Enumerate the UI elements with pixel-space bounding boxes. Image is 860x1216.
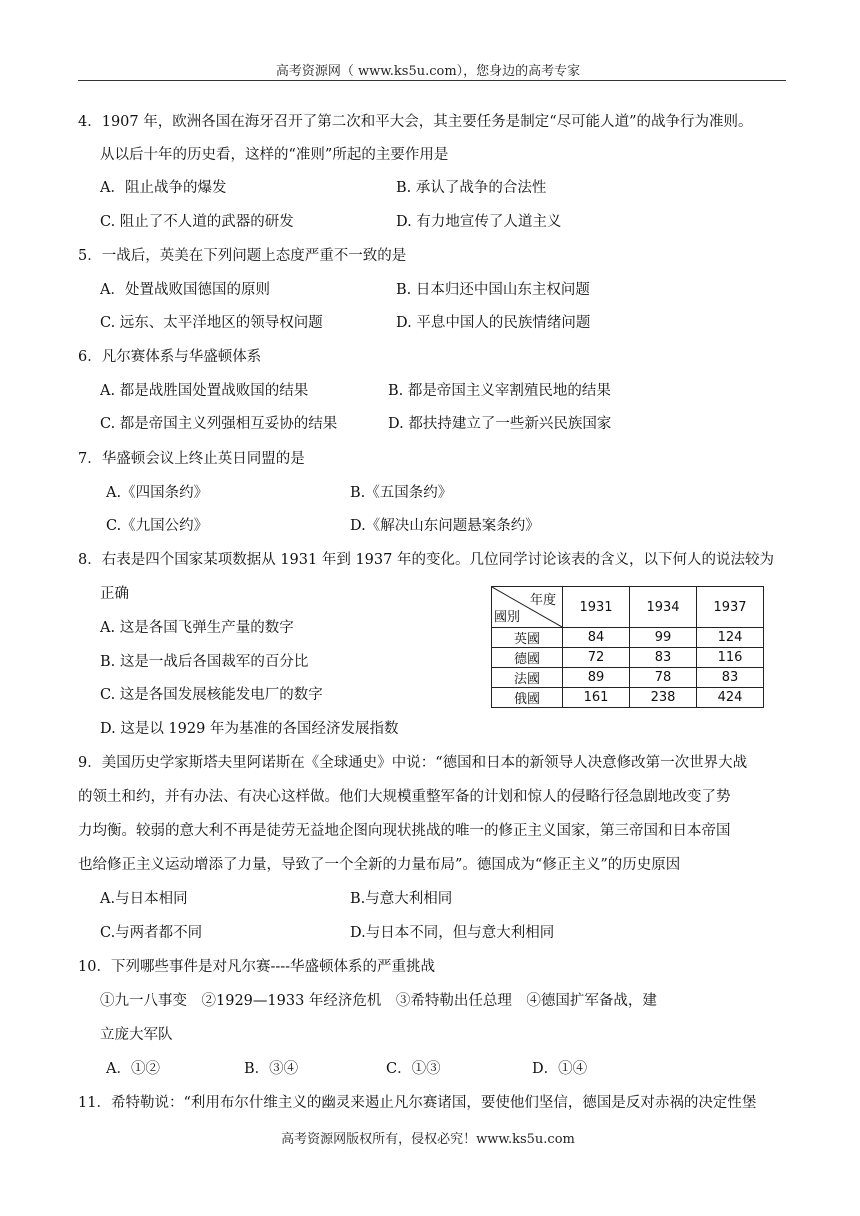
page-footer: 高考资源网版权所有，侵权必究！www.ks5u.com — [281, 1132, 575, 1147]
table-cell: 161 — [563, 688, 630, 708]
q7-option-c: C.《九国公约》 — [106, 518, 209, 534]
q8-option-a: A. 这是各国飞弹生产量的数字 — [100, 620, 294, 636]
q9-option-a: A.与日本相同 — [100, 891, 188, 907]
q8-data-table — [491, 586, 764, 708]
q8-option-c: C. 这是各国发展核能发电厂的数字 — [100, 687, 323, 703]
q4-stem-line2: 从以后十年的历史看，这样的“准则”所起的主要作用是 — [100, 147, 449, 163]
q10-items-line2: 立庞大军队 — [100, 1027, 173, 1043]
year-header-1931: 1931 — [563, 587, 630, 628]
table-cell: 116 — [697, 648, 764, 668]
table-row — [492, 668, 764, 688]
table-corner-header — [492, 587, 563, 628]
q10-option-d: D．①④ — [532, 1061, 588, 1077]
q9-stem-line2: 的领土和约，并有办法、有决心这样做。他们大规模重整军备的计划和惊人的侵略行径急剧地改变了势 — [78, 789, 731, 805]
q8-option-d: D. 这是以 1929 年为基准的各国经济发展指数 — [100, 721, 399, 737]
table-row — [492, 648, 764, 668]
q9-option-d: D.与日本不同，但与意大利相同 — [350, 925, 555, 941]
header-rule — [78, 80, 786, 81]
q10-items-line1: ①九一八事变 ②1929—1933 年经济危机 ③希特勒出任总理 ④德国扩军备战，建 — [100, 993, 657, 1009]
q11-stem-line1: 11．希特勒说：“利用布尔什维主义的幽灵来遏止凡尔赛诸国，要使他们坚信，德国是反对赤祸的决定性堡 — [78, 1095, 757, 1111]
q9-option-c: C.与两者都不同 — [100, 925, 203, 941]
q6-option-a: A. 都是战胜国处置战败国的结果 — [100, 383, 309, 399]
q6-option-d: D. 都扶持建立了一些新兴民族国家 — [388, 416, 612, 432]
table-cell: 124 — [697, 628, 764, 648]
q5-option-c: C. 远东、太平洋地区的领导权问题 — [100, 315, 323, 331]
q5-option-a: A．处置战败国德国的原则 — [100, 282, 270, 298]
q10-stem: 10．下列哪些事件是对凡尔赛----华盛顿体系的严重挑战 — [78, 959, 436, 975]
table-row — [492, 688, 764, 708]
table-cell: 83 — [630, 648, 697, 668]
q6-option-c: C. 都是帝国主义列强相互妥协的结果 — [100, 416, 338, 432]
q10-option-b: B．③④ — [244, 1061, 299, 1077]
year-header-1937: 1937 — [697, 587, 764, 628]
country-name: 英國 — [492, 628, 563, 648]
q10-option-c: C．①③ — [386, 1061, 441, 1077]
q5-option-b: B. 日本归还中国山东主权问题 — [396, 282, 590, 298]
q4-option-d: D. 有力地宣传了人道主义 — [396, 214, 562, 230]
q9-stem-line4: 也给修正主义运动增添了力量，导致了一个全新的力量布局”。德国成为“修正主义”的历史原因 — [78, 857, 681, 873]
page-header: 高考资源网（ www.ks5u.com），您身边的高考专家 — [275, 64, 581, 79]
table-cell: 238 — [630, 688, 697, 708]
q7-option-b: B.《五国条约》 — [350, 485, 453, 501]
q7-stem: 7．华盛顿会议上终止英日同盟的是 — [78, 451, 305, 467]
q4-stem-line1: 4．1907 年，欧洲各国在海牙召开了第二次和平大会，其主要任务是制定“尽可能人道”的战争行为准则。 — [78, 114, 753, 130]
q7-option-a: A.《四国条约》 — [106, 485, 209, 501]
q8-stem-line1: 8．右表是四个国家某项数据从 1931 年到 1937 年的变化。几位同学讨论该表的含义，以下何人的说法较为 — [78, 552, 774, 568]
q9-stem-line1: 9．美国历史学家斯塔夫里阿诺斯在《全球通史》中说：“德国和日本的新领导人决意修改第一次世界大战 — [78, 755, 748, 771]
table-cell: 424 — [697, 688, 764, 708]
header-country-label: 國別 — [494, 610, 521, 625]
table-cell: 89 — [563, 668, 630, 688]
header-year-label: 年度 — [529, 593, 556, 608]
q8-option-b: B. 这是一战后各国裁军的百分比 — [100, 654, 309, 670]
table-cell: 83 — [697, 668, 764, 688]
q4-option-c: C. 阻止了不人道的武器的研发 — [100, 214, 294, 230]
q4-option-a: A．阻止战争的爆发 — [100, 180, 227, 196]
country-name: 俄國 — [492, 688, 563, 708]
q9-stem-line3: 力均衡。较弱的意大利不再是徒劳无益地企图向现状挑战的唯一的修正主义国家，第三帝国和日本帝国 — [78, 823, 731, 839]
q5-stem: 5．一战后，英美在下列问题上态度严重不一致的是 — [78, 248, 407, 264]
table-cell: 72 — [563, 648, 630, 668]
q7-option-d: D.《解决山东问题悬案条约》 — [350, 518, 540, 534]
year-header-1934: 1934 — [630, 587, 697, 628]
q6-stem: 6．凡尔赛体系与华盛顿体系 — [78, 349, 262, 365]
q5-option-d: D. 平息中国人的民族情绪问题 — [396, 315, 591, 331]
q4-option-b: B. 承认了战争的合法性 — [396, 180, 547, 196]
table-cell: 84 — [563, 628, 630, 648]
q9-option-b: B.与意大利相同 — [350, 891, 453, 907]
table-row — [492, 628, 764, 648]
q10-option-a: A．①② — [106, 1061, 160, 1077]
table-cell: 78 — [630, 668, 697, 688]
q6-option-b: B. 都是帝国主义宰割殖民地的结果 — [388, 383, 611, 399]
country-name: 德國 — [492, 648, 563, 668]
table-cell: 99 — [630, 628, 697, 648]
country-name: 法國 — [492, 668, 563, 688]
q8-stem-line2: 正确 — [100, 586, 129, 602]
